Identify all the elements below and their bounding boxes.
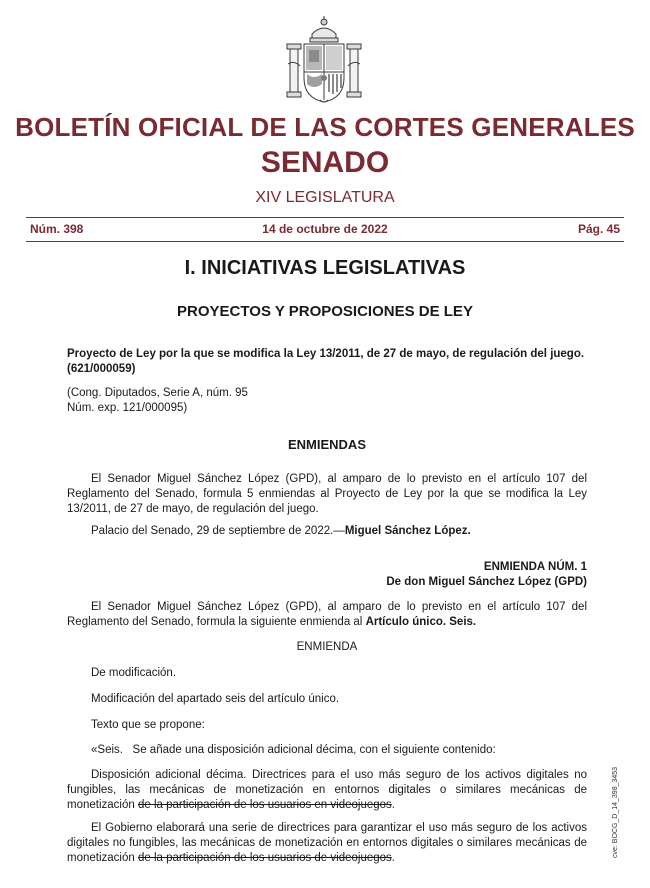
p3-struck-text: de la participación de los usuarios de videojuegos <box>137 852 392 864</box>
signature-line <box>67 524 587 539</box>
header-rule-top <box>26 217 624 218</box>
enmiendas-heading: ENMIENDAS <box>287 437 366 452</box>
chamber-name: SENADO <box>260 146 390 179</box>
p2-end: . <box>391 799 395 811</box>
place-date: Palacio del Senado, 29 de septiembre de 2022.— <box>91 525 345 537</box>
page-number: Pág. 45 <box>577 222 620 236</box>
bill-reference <box>67 386 587 416</box>
issue-info-row <box>26 222 624 238</box>
issue-date: 14 de octubre de 2022 <box>262 222 388 236</box>
amendment-author: De don Miguel Sánchez López (GPD) <box>386 576 587 588</box>
bill-ref-congreso: (Cong. Diputados, Serie A, núm. 95 <box>67 387 248 399</box>
header-rule-bottom <box>26 241 624 242</box>
proposed-paragraph-1: «Seis. Se añade una disposición adicional décima, con el siguiente contenido: <box>91 744 496 756</box>
cve-code: cve: BOCG_D_14_398_3453 <box>612 766 619 858</box>
issue-number: Núm. 398 <box>30 222 84 236</box>
section-subtitle: PROYECTOS Y PROPOSICIONES DE LEY <box>177 303 473 320</box>
p2-struck-text: de la participación de los usuarios en videojuegos <box>137 799 392 811</box>
bill-title-text: Proyecto de Ley por la que se modifica la Ley 13/2011, de 27 de mayo, de regulación del juego. <box>67 348 585 360</box>
legislature: XIV LEGISLATURA <box>255 189 395 206</box>
amendment-number: ENMIENDA NÚM. 1 <box>483 561 587 573</box>
p3-end: . <box>391 852 395 864</box>
coat-of-arms-logo <box>282 14 366 106</box>
enmiendas-intro: El Senador Miguel Sánchez López (GPD), al amparo de lo previsto en el artículo 107 del Reglamento del Senado, formula 5 enmiendas al Proyecto de Ley por la que se modifica la Ley 13/2011, de 27 de mayo, de regulación del juego. <box>67 473 587 515</box>
amendment-header <box>67 560 587 590</box>
p3-text: El Gobierno elaborará una serie de directrices para garantizar el uso más seguro de los activos digitales no fungibles, las mecánicas de monetización en entornos digitales o similares mecánicas de monetización <box>67 822 587 864</box>
proposed-paragraph-3 <box>67 821 587 866</box>
proposed-text-label: Texto que se propone: <box>91 719 205 731</box>
amendment-label: ENMIENDA <box>296 641 358 653</box>
bill-title <box>67 347 587 377</box>
amendment-intro-text: El Senador Miguel Sánchez López (GPD), al amparo de lo previsto en el artículo 107 del Reglamento del Senado, formula la siguiente enmienda al <box>67 601 587 628</box>
amendment-target: Artículo único. Seis. <box>365 616 477 628</box>
signer-name: Miguel Sánchez López. <box>344 525 471 537</box>
bill-ref-expediente: Núm. exp. 121/000095) <box>67 402 188 414</box>
bill-expediente: (621/000059) <box>67 363 136 375</box>
amendment-type: De modificación. <box>91 667 177 679</box>
bulletin-title: BOLETÍN OFICIAL DE LAS CORTES GENERALES <box>15 112 635 142</box>
section-title: I. INICIATIVAS LEGISLATIVAS <box>184 257 466 279</box>
amendment-scope: Modificación del apartado seis del artículo único. <box>91 693 340 705</box>
p2-text: Disposición adicional décima. Directrices para el uso más seguro de los activos digitales no fungibles, las mecánicas de monetización en entornos digitales o similares mecánicas de monetización <box>67 769 587 811</box>
proposed-paragraph-2 <box>67 768 587 813</box>
amendment-intro <box>67 600 587 630</box>
